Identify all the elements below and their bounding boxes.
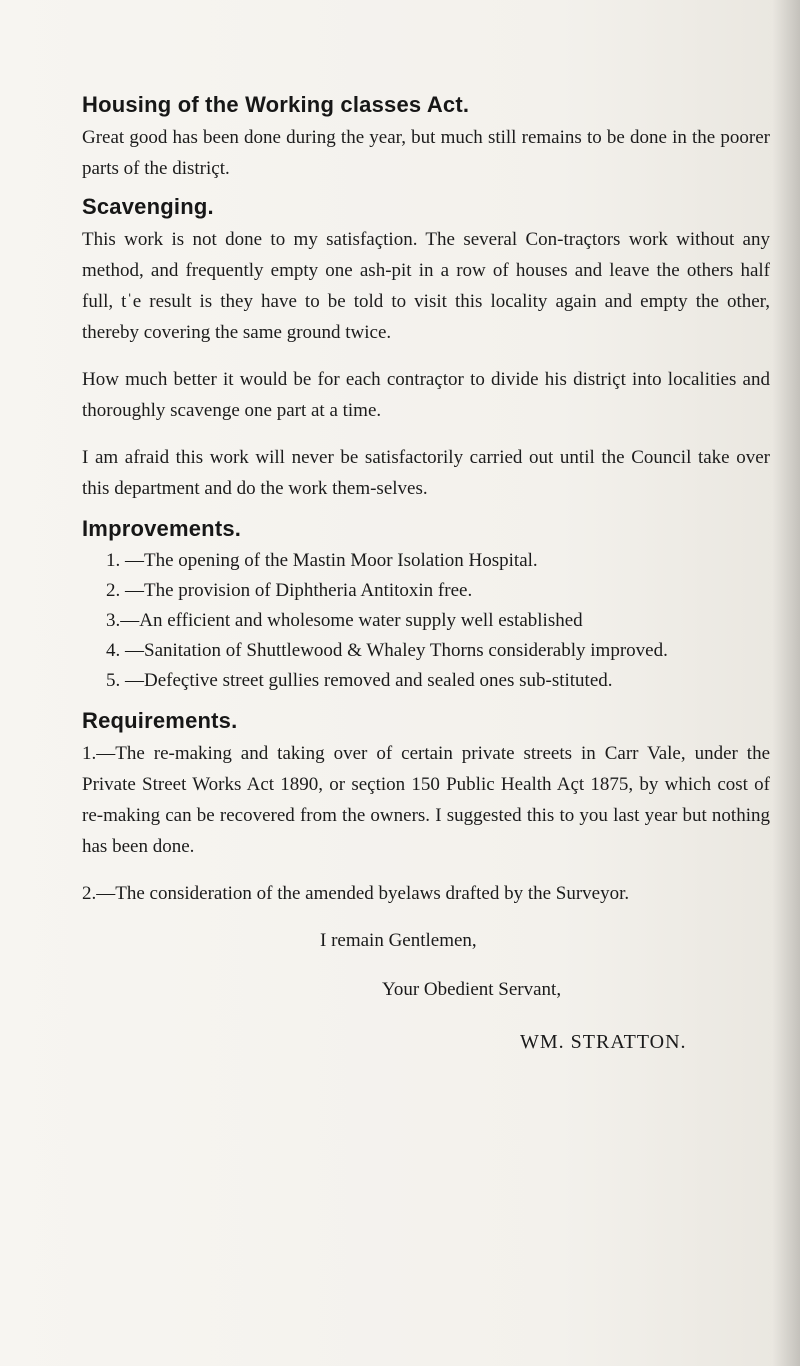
improvements-heading: Improvements. [82, 516, 242, 541]
requirement-paragraph-1: 1.—The re-making and taking over of certain private streets in Carr Vale, under the Private Street Works Act 1890, or seçtion 150 Public Health Açt 1875, by which cost of re-making can be recovered from the owners. I suggested this to you last year but nothing has been done. [82, 743, 770, 857]
housing-heading: Housing of the Working classes Act. [82, 92, 470, 117]
scavenging-paragraph-2: How much better it would be for each contraçtor to divide his distriçt into localities and thoroughly scavenge one part at a time. [82, 369, 770, 421]
closing-line-2: Your Obedient Servant, [382, 979, 562, 1000]
closing-line-1: I remain Gentlemen, [320, 930, 477, 951]
requirements-heading: Requirements. [82, 708, 238, 733]
improvement-item-4: 4. —Sanitation of Shuttlewood & Whaley Thorns considerably improved. [106, 640, 668, 661]
requirement-paragraph-2: 2.—The consideration of the amended byelaws drafted by the Surveyor. [82, 883, 630, 904]
improvement-item-2: 2. —The provision of Diphtheria Antitoxin free. [106, 580, 473, 601]
page-edge-shadow [772, 0, 800, 1366]
scavenging-heading: Scavenging. [82, 194, 214, 219]
scavenging-paragraph-3: I am afraid this work will never be satisfactorily carried out until the Council take over this department and do the work them-selves. [82, 447, 770, 499]
scavenging-paragraph-1: This work is not done to my satisfaçtion. The several Con-traçtors work without any method, and frequently empty one ash-pit in a row of houses and leave the others half full, tˈe result is they have to be told to visit this locality again and empty the other, thereby covering the same ground twice. [82, 229, 770, 343]
improvement-item-3: 3.—An efficient and wholesome water supply well established [106, 610, 583, 631]
letter-body [82, 88, 770, 1058]
housing-paragraph: Great good has been done during the year, but much still remains to be done in the poorer parts of the distriçt. [82, 127, 770, 179]
signature: WM. STRATTON. [520, 1031, 687, 1053]
improvement-item-5: 5. —Defeçtive street gullies removed and sealed ones sub-stituted. [106, 670, 613, 691]
improvement-item-1: 1. —The opening of the Mastin Moor Isolation Hospital. [106, 550, 538, 571]
improvements-list [106, 546, 770, 696]
